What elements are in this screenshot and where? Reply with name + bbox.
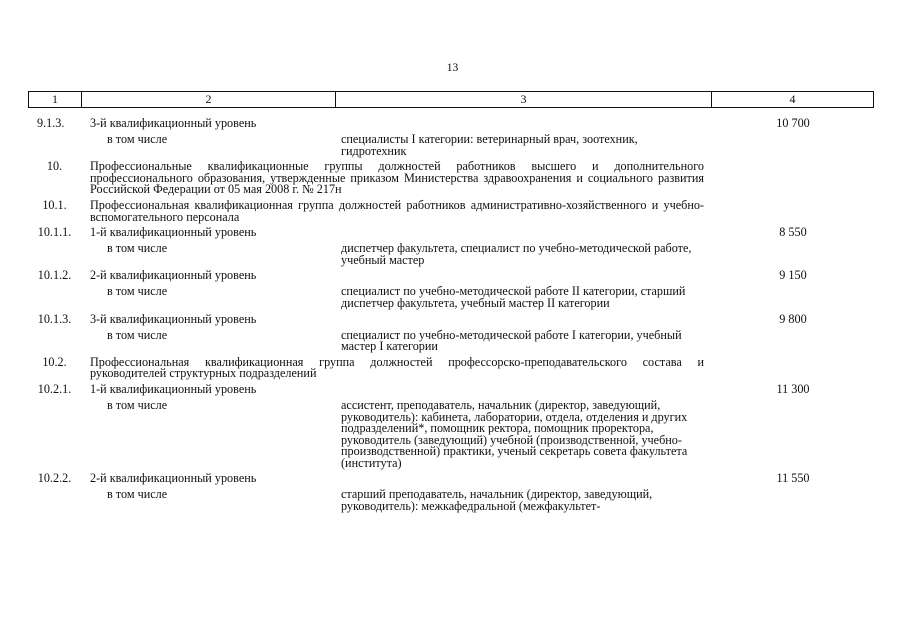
- row-name: в том числе: [107, 132, 168, 146]
- table-row: [0, 134, 905, 157]
- row-value: 9 800: [779, 311, 807, 326]
- row-number: 10.2.1.: [37, 381, 72, 396]
- row-name: 3-й квалификационный уровень: [90, 116, 257, 130]
- row-description: специалист по учебно-методической работе I категории, учебный мастер I категории: [341, 327, 682, 354]
- row-value: 11 550: [776, 471, 810, 486]
- row-value: 11 300: [776, 381, 810, 396]
- table-row: [0, 286, 905, 309]
- row-name: в том числе: [107, 487, 168, 502]
- page-number: 13: [446, 62, 459, 74]
- row-description: ассистент, преподаватель, начальник (директор, заведующий, руководитель): кабинета, лаборатории, отдела, отделения и других подразделений*, помощник ректора, помощник проректора, руководитель (заведующий) учебной (производственной, учебно-производственной) практики, ученый секретарь совета факультета (института): [341, 397, 688, 470]
- row-description: специалисты I категории: ветеринарный врач, зоотехник, гидротехник: [341, 132, 638, 158]
- row-name: в том числе: [107, 327, 168, 342]
- row-name: в том числе: [107, 284, 168, 299]
- table-row: [0, 243, 905, 266]
- header-col-3: 3: [336, 92, 712, 107]
- table-row: [0, 227, 905, 239]
- row-value: 8 550: [779, 225, 807, 240]
- row-name: в том числе: [107, 397, 168, 412]
- table-row: [0, 473, 905, 485]
- table-row: [0, 311, 905, 326]
- row-name: в том числе: [107, 241, 168, 256]
- table-row: [0, 381, 905, 396]
- row-number: 10.2.: [42, 354, 67, 369]
- row-description: старший преподаватель, начальник (директор, заведующий, руководитель): межкафедральной (межфакультет-: [341, 487, 653, 514]
- table-header: [28, 91, 874, 108]
- table-row: [0, 489, 905, 512]
- row-number: 10.1.3.: [37, 311, 72, 326]
- row-description: диспетчер факультета, специалист по учебно-методической работе, учебный мастер: [341, 241, 692, 267]
- row-name: 3-й квалификационный уровень: [90, 311, 257, 326]
- row-name: Профессиональная квалификационная группа должностей работников административно-хозяйственного и учебно-вспомогательного персонала: [90, 197, 704, 224]
- table-row: [0, 161, 905, 196]
- table-row: [0, 397, 905, 470]
- row-number: 10.1.1.: [37, 225, 72, 240]
- row-number: 10.1.2.: [37, 268, 72, 283]
- row-name: Профессиональные квалификационные группы должностей работников высшего и дополнительного профессионального образования, утвержденные приказом Министерства здравоохранения и социального развития Российской Федерации от 05 мая 2008 г. № 217н: [90, 159, 704, 197]
- table-row: [0, 327, 905, 354]
- table-row: [0, 197, 905, 224]
- table-row: [0, 118, 905, 130]
- row-value: 10 700: [776, 116, 810, 130]
- row-description: специалист по учебно-методической работе II категории, старший диспетчер факультета, учебный мастер II категории: [341, 284, 686, 310]
- table-body: [0, 118, 905, 517]
- row-name: 1-й квалификационный уровень: [90, 225, 257, 240]
- row-number: 10.2.2.: [37, 471, 72, 486]
- table-row: [0, 354, 905, 381]
- row-number: 10.: [46, 159, 63, 174]
- header-col-1: 1: [29, 92, 82, 107]
- header-col-4: 4: [789, 92, 796, 106]
- row-number: 9.1.3.: [37, 116, 65, 130]
- row-name: 1-й квалификационный уровень: [90, 381, 257, 396]
- row-name: 2-й квалификационный уровень: [90, 268, 257, 283]
- row-name: Профессиональная квалификационная группа должностей профессорско-преподавательского состава и руководителей структурных подразделений: [90, 354, 704, 381]
- row-number: 10.1.: [42, 197, 67, 212]
- row-value: 9 150: [779, 268, 807, 283]
- header-col-2: 2: [82, 92, 336, 107]
- table-row: [0, 270, 905, 282]
- row-name: 2-й квалификационный уровень: [90, 471, 257, 486]
